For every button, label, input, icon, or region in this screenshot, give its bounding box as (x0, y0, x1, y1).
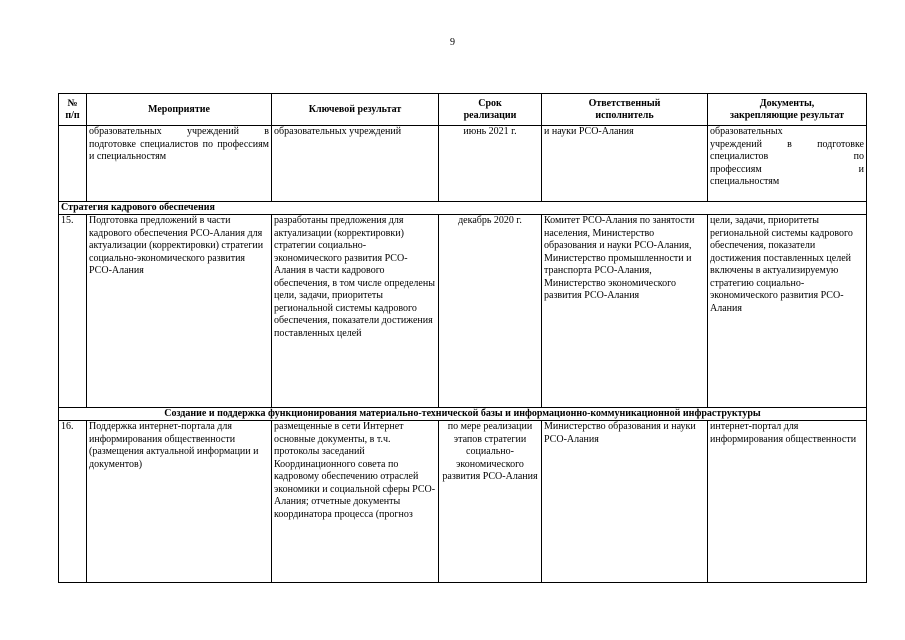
header-term: Срок реализации (439, 94, 542, 126)
cell-num: 15. (59, 215, 87, 408)
cell-term: декабрь 2020 г. (439, 215, 542, 408)
cell-documents: интернет-портал для информирования общественности (708, 421, 867, 583)
cell-documents (708, 126, 867, 202)
cell-event: Поддержка интернет-портала для информирования общественности (размещения актуальной информации и документов) (87, 421, 272, 583)
cell-num (59, 126, 87, 202)
cell-result: разработаны предложения для актуализации (корректировки) стратегии социально- экономического развития РСО-Алания в части кадрового обеспечения, в том числе определены цели, задачи, приоритеты региональной системы кадрового обеспечения, показатели достижения поставленных целей (272, 215, 439, 408)
header-result: Ключевой результат (272, 94, 439, 126)
cell-responsible: Комитет РСО-Алания по занятости населения, Министерство образования и науки РСО-Алания, Министерство промышленности и транспорта РСО-Алания, Министерство экономического развития РСО-Алания (542, 215, 708, 408)
page-number: 9 (450, 37, 455, 48)
cell-documents: цели, задачи, приоритеты региональной системы кадрового обеспечения, показатели достижения поставленных целей включены в актуализируемую стратегию социально- экономического развития РСО-Алания (708, 215, 867, 408)
section-title: Стратегия кадрового обеспечения (59, 202, 867, 215)
table-header-row (59, 94, 867, 126)
documents-line: специалистов по (710, 151, 864, 162)
section-title: Создание и поддержка функционирования материально-технической базы и информационно-коммуникационной инфраструктуры (59, 408, 867, 421)
header-documents: Документы, закрепляющие результат (708, 94, 867, 126)
cell-result: размещенные в сети Интернет основные документы, в т.ч. протоколы заседаний Координационного совета по кадровому обеспечению отраслей экономики и социальной сферы РСО-Алания; отчетные документы координатора процесса (прогноз (272, 421, 439, 583)
cell-responsible: и науки РСО-Алания (542, 126, 708, 202)
cell-term: по мере реализации этапов стратегии социально-экономического развития РСО-Алания (439, 421, 542, 583)
header-num: № п/п (59, 94, 87, 126)
cell-event: Подготовка предложений в части кадрового обеспечения РСО-Алания для актуализации (корректировки) стратегии социально-экономического развития РСО-Алания (87, 215, 272, 408)
table-row-continued (59, 126, 867, 202)
section-row (59, 202, 867, 215)
cell-num: 16. (59, 421, 87, 583)
cell-responsible: Министерство образования и науки РСО-Алания (542, 421, 708, 583)
section-row (59, 408, 867, 421)
action-plan-table (58, 93, 867, 583)
cell-term: июнь 2021 г. (439, 126, 542, 202)
cell-result: образовательных учреждений (272, 126, 439, 202)
header-responsible: Ответственный исполнитель (542, 94, 708, 126)
documents-line: образовательных (710, 126, 783, 137)
cell-event: образовательных учреждений в подготовке специалистов по профессиям и специальностям (87, 126, 272, 202)
header-event: Мероприятие (87, 94, 272, 126)
documents-line: учреждений в подготовке (710, 138, 864, 150)
table-row (59, 215, 867, 408)
table-row (59, 421, 867, 583)
documents-line: специальностям (710, 176, 780, 187)
documents-line: профессиям и (710, 163, 864, 175)
